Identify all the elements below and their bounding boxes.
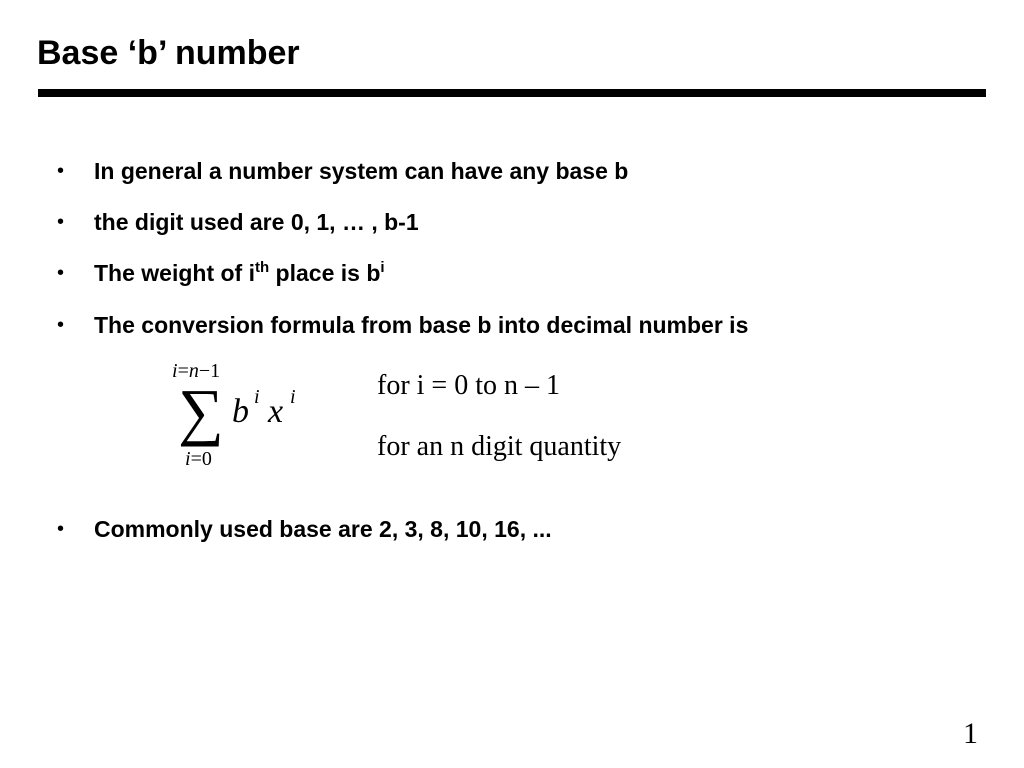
bullet-text: The conversion formula from base b into decimal number is [94, 312, 749, 338]
page-number: 1 [963, 717, 978, 750]
bullet-icon: • [57, 211, 65, 233]
summation-digit-term: x [268, 393, 284, 430]
summation-formula [170, 352, 320, 474]
summation-base-exponent: i [254, 386, 260, 408]
summation-upper-limit: i=n−1 [172, 360, 221, 382]
summation-base-term: b [232, 393, 249, 430]
bullet-text [94, 258, 385, 292]
bullet-text: Commonly used base are 2, 3, 8, 10, 16, ... [94, 516, 552, 542]
bullet-icon: • [57, 262, 65, 284]
formula-quantity-note: for an n digit quantity [377, 431, 622, 462]
weight-text-middle: place is b [269, 260, 381, 286]
summation-digit-exponent: i [290, 386, 296, 408]
summation-sigma: ∑ [178, 376, 224, 447]
bullet-icon: • [57, 314, 65, 336]
slide-title: Base ‘b’ number [37, 34, 300, 72]
bullet-text: the digit used are 0, 1, … , b-1 [94, 209, 419, 235]
formula-range-note: for i = 0 to n – 1 [377, 370, 560, 401]
weight-superscript-th: th [255, 259, 270, 276]
bullet-icon: • [57, 518, 65, 540]
weight-text-start: The weight of i [94, 260, 255, 286]
bullet-text: In general a number system can have any base b [94, 158, 629, 184]
bullet-icon: • [57, 160, 65, 182]
weight-superscript-i: i [380, 259, 385, 276]
summation-lower-limit: i=0 [185, 448, 212, 470]
